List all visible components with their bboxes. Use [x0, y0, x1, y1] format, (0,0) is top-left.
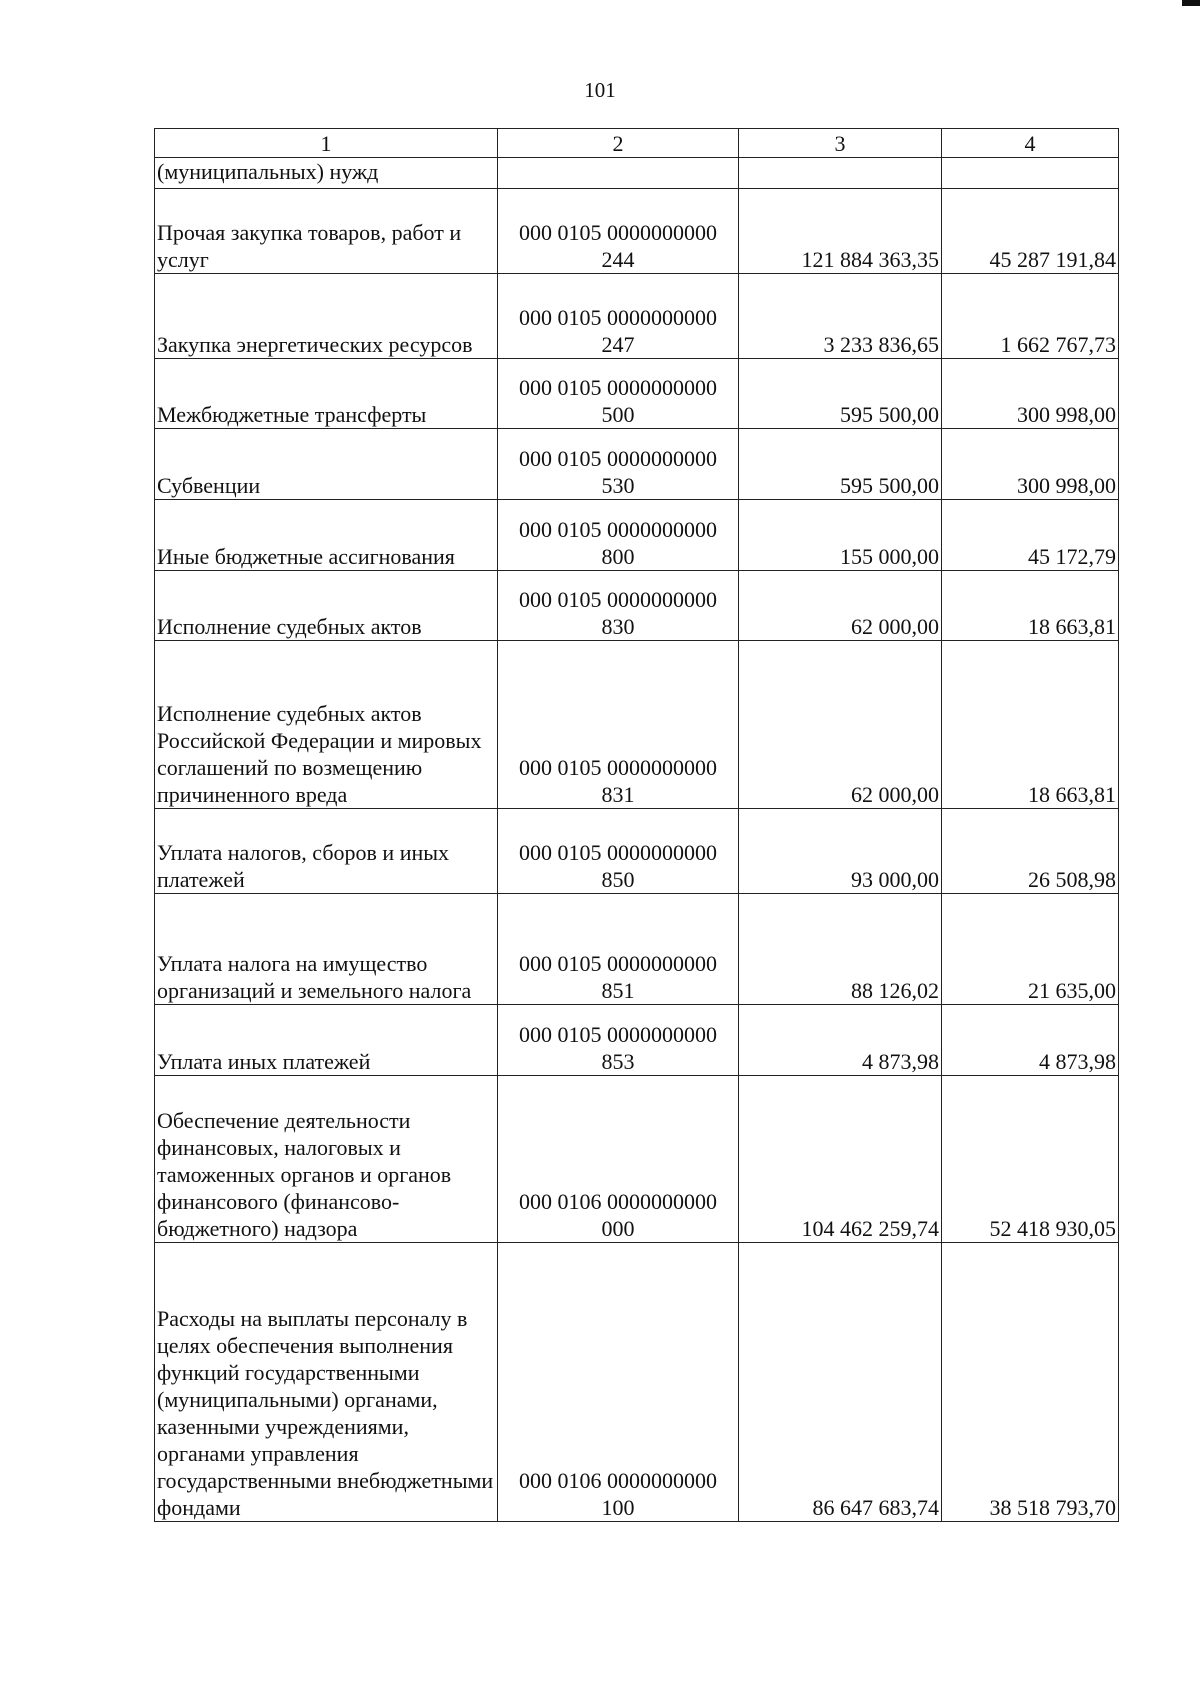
row-name: Исполнение судебных актов — [155, 571, 498, 641]
column-header-1: 1 — [155, 129, 498, 158]
row-code-line2: 853 — [601, 1049, 635, 1074]
row-code — [498, 189, 739, 274]
row-value-col3: 62 000,00 — [739, 641, 942, 809]
row-value-col3: 3 233 836,65 — [739, 274, 942, 359]
row-code-line1: 000 0105 0000000000 — [519, 587, 717, 612]
row-value-col4: 52 418 930,05 — [942, 1076, 1119, 1243]
row-code-line2: 851 — [601, 978, 635, 1003]
column-header-4: 4 — [942, 129, 1119, 158]
table-row — [155, 571, 1119, 641]
row-value-col4: 1 662 767,73 — [942, 274, 1119, 359]
row-code — [498, 1243, 739, 1522]
row-code — [498, 274, 739, 359]
row-code — [498, 641, 739, 809]
row-name: Прочая закупка товаров, работ и услуг — [155, 189, 498, 274]
row-code-line1: 000 0105 0000000000 — [519, 1022, 717, 1047]
column-number-row — [155, 129, 1119, 158]
table-row — [155, 1076, 1119, 1243]
row-name: Расходы на выплаты персоналу в целях обеспечения выполнения функций государственными (муниципальными) органами, казенными учреждениями, органами управления государственными внебюджетными фондами — [155, 1243, 498, 1522]
row-value-col4: 18 663,81 — [942, 571, 1119, 641]
row-name: Исполнение судебных актов Российской Федерации и мировых соглашений по возмещению причиненного вреда — [155, 641, 498, 809]
row-code-line2: 100 — [601, 1495, 635, 1520]
row-value-col4: 38 518 793,70 — [942, 1243, 1119, 1522]
table-row — [155, 429, 1119, 500]
table-row — [155, 500, 1119, 571]
row-code — [498, 359, 739, 429]
row-name: Субвенции — [155, 429, 498, 500]
row-name: Уплата налогов, сборов и иных платежей — [155, 809, 498, 894]
row-value-col3: 93 000,00 — [739, 809, 942, 894]
row-code — [498, 158, 739, 189]
table-row — [155, 1243, 1119, 1522]
row-value-col4: 45 172,79 — [942, 500, 1119, 571]
row-code-line1: 000 0105 0000000000 — [519, 517, 717, 542]
row-code-line2: 247 — [601, 332, 635, 357]
budget-table — [154, 128, 1119, 1522]
row-value-col3: 121 884 363,35 — [739, 189, 942, 274]
row-code — [498, 1076, 739, 1243]
column-header-2: 2 — [498, 129, 739, 158]
row-value-col4 — [942, 158, 1119, 189]
scan-corner-mark — [1182, 0, 1200, 6]
row-code — [498, 429, 739, 500]
row-code-line2: 500 — [601, 402, 635, 427]
row-value-col3: 595 500,00 — [739, 429, 942, 500]
row-value-col4: 300 998,00 — [942, 359, 1119, 429]
row-name: Межбюджетные трансферты — [155, 359, 498, 429]
table-row — [155, 641, 1119, 809]
row-code-line2: 800 — [601, 544, 635, 569]
row-code — [498, 500, 739, 571]
table-row — [155, 1005, 1119, 1076]
row-value-col4: 4 873,98 — [942, 1005, 1119, 1076]
row-value-col4: 300 998,00 — [942, 429, 1119, 500]
page-number: 101 — [584, 78, 616, 102]
row-value-col3: 86 647 683,74 — [739, 1243, 942, 1522]
row-value-col4: 45 287 191,84 — [942, 189, 1119, 274]
row-code-line2: 000 — [601, 1216, 635, 1241]
row-code-line1: 000 0105 0000000000 — [519, 220, 717, 245]
table-row — [155, 158, 1119, 189]
row-value-col3: 155 000,00 — [739, 500, 942, 571]
row-value-col4: 26 508,98 — [942, 809, 1119, 894]
row-value-col4: 21 635,00 — [942, 894, 1119, 1005]
row-code-line2: 530 — [601, 473, 635, 498]
row-value-col3: 595 500,00 — [739, 359, 942, 429]
row-name: Уплата иных платежей — [155, 1005, 498, 1076]
row-code-line2: 850 — [601, 867, 635, 892]
row-code-line1: 000 0105 0000000000 — [519, 375, 717, 400]
row-code — [498, 809, 739, 894]
row-code-line1: 000 0106 0000000000 — [519, 1468, 717, 1493]
row-code-line2: 830 — [601, 614, 635, 639]
row-code-line2: 244 — [601, 247, 635, 272]
row-name: (муниципальных) нужд — [155, 158, 498, 189]
row-name: Иные бюджетные ассигнования — [155, 500, 498, 571]
row-value-col4: 18 663,81 — [942, 641, 1119, 809]
row-code-line1: 000 0105 0000000000 — [519, 446, 717, 471]
row-code-line1: 000 0105 0000000000 — [519, 755, 717, 780]
table-row — [155, 359, 1119, 429]
row-code-line1: 000 0105 0000000000 — [519, 951, 717, 976]
table-row — [155, 189, 1119, 274]
row-name: Уплата налога на имущество организаций и земельного налога — [155, 894, 498, 1005]
row-name: Обеспечение деятельности финансовых, налоговых и таможенных органов и органов финансового (финансово-бюджетного) надзора — [155, 1076, 498, 1243]
table-body — [155, 129, 1119, 1522]
row-value-col3: 104 462 259,74 — [739, 1076, 942, 1243]
row-code — [498, 1005, 739, 1076]
column-header-3: 3 — [739, 129, 942, 158]
row-value-col3: 88 126,02 — [739, 894, 942, 1005]
row-value-col3 — [739, 158, 942, 189]
row-value-col3: 62 000,00 — [739, 571, 942, 641]
table-row — [155, 809, 1119, 894]
row-code-line1: 000 0105 0000000000 — [519, 840, 717, 865]
row-code — [498, 571, 739, 641]
row-name: Закупка энергетических ресурсов — [155, 274, 498, 359]
row-value-col3: 4 873,98 — [739, 1005, 942, 1076]
table-row — [155, 274, 1119, 359]
row-code-line2: 831 — [601, 782, 635, 807]
row-code-line1: 000 0105 0000000000 — [519, 305, 717, 330]
row-code-line1: 000 0106 0000000000 — [519, 1189, 717, 1214]
row-code — [498, 894, 739, 1005]
table-row — [155, 894, 1119, 1005]
